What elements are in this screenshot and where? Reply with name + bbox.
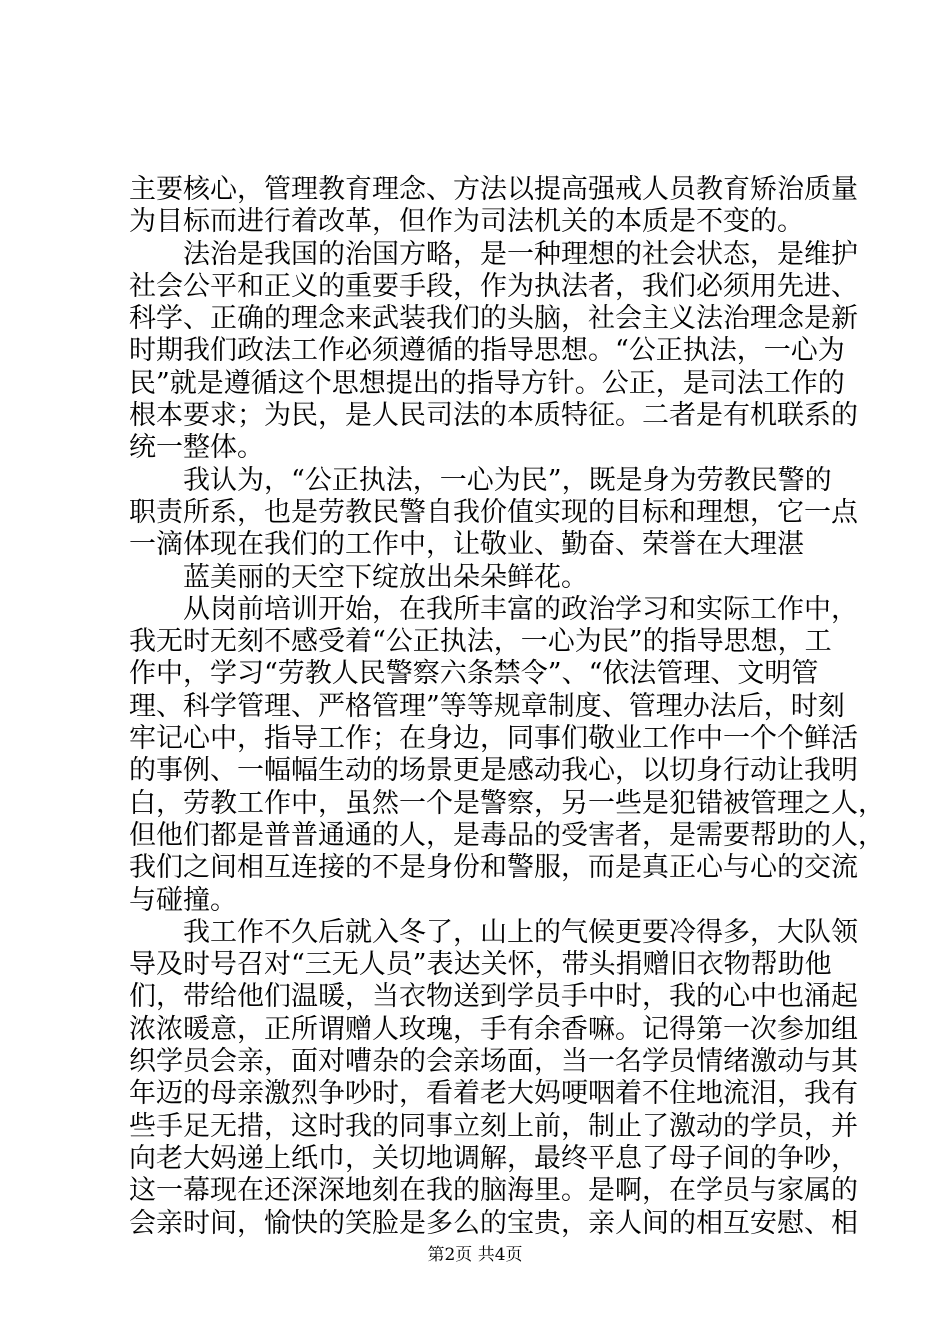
text-line: 统一整体。 bbox=[129, 432, 264, 464]
text-line: 我认为，“公正执法，一心为民”，既是身为劳教民警的 bbox=[183, 464, 832, 496]
text-line: 些手足无措，这时我的同事立刻上前，制止了激动的学员，并 bbox=[129, 1110, 858, 1142]
text-line: 根本要求；为民，是人民司法的本质特征。二者是有机联系的 bbox=[129, 400, 858, 432]
text-line: 我无时无刻不感受着“公正执法，一心为民”的指导思想，工 bbox=[129, 626, 832, 658]
text-line: 职责所系，也是劳教民警自我价值实现的目标和理想，它一点 bbox=[129, 496, 858, 528]
page-footer: 第2页 共4页 bbox=[427, 1245, 523, 1265]
text-line: 我工作不久后就入冬了，山上的气候更要冷得多，大队领 bbox=[183, 916, 858, 948]
text-line: 作中，学习“劳教人民警察六条禁令”、“依法管理、文明管 bbox=[129, 658, 819, 690]
text-line: 浓浓暖意，正所谓赠人玫瑰，手有余香嘛。记得第一次参加组 bbox=[129, 1013, 858, 1045]
text-line: 年迈的母亲激烈争吵时，看着老大妈哽咽着不住地流泪，我有 bbox=[129, 1078, 858, 1110]
text-line: 织学员会亲，面对嘈杂的会亲场面，当一名学员情绪激动与其 bbox=[129, 1046, 858, 1078]
text-line: 会亲时间，愉快的笑脸是多么的宝贵，亲人间的相互安慰、相 bbox=[129, 1207, 858, 1239]
text-line: 社会公平和正义的重要手段，作为执法者，我们必须用先进、 bbox=[129, 270, 858, 302]
text-line: 白，劳教工作中，虽然一个是警察，另一些是犯错被管理之人， bbox=[129, 787, 885, 819]
text-line: 这一幕现在还深深地刻在我的脑海里。是啊，在学员与家属的 bbox=[129, 1175, 858, 1207]
text-line: 法治是我国的治国方略，是一种理想的社会状态，是维护 bbox=[183, 238, 858, 270]
text-line: 的事例、一幅幅生动的场景更是感动我心，以切身行动让我明 bbox=[129, 755, 858, 787]
text-line: 主要核心，管理教育理念、方法以提高强戒人员教育矫治质量 bbox=[129, 174, 858, 205]
text-line: 们，带给他们温暖，当衣物送到学员手中时，我的心中也涌起 bbox=[129, 981, 858, 1013]
document-body bbox=[129, 174, 885, 1240]
text-line: 科学、正确的理念来武装我们的头脑，社会主义法治理念是新 bbox=[129, 303, 858, 335]
text-line: 一滴体现在我们的工作中，让敬业、勤奋、荣誉在大理湛 bbox=[129, 529, 804, 561]
text-line: 向老大妈递上纸巾，关切地调解，最终平息了母子间的争吵， bbox=[129, 1142, 858, 1174]
text-line: 牢记心中，指导工作；在身边，同事们敬业工作中一个个鲜活 bbox=[129, 723, 858, 755]
text-line: 为目标而进行着改革，但作为司法机关的本质是不变的。 bbox=[129, 206, 804, 238]
text-line: 我们之间相互连接的不是身份和警服，而是真正心与心的交流 bbox=[129, 852, 858, 884]
text-line: 与碰撞。 bbox=[129, 884, 237, 916]
text-line: 民”就是遵循这个思想提出的指导方针。公正，是司法工作的 bbox=[129, 367, 845, 399]
text-line: 但他们都是普普通通的人，是毒品的受害者，是需要帮助的人， bbox=[129, 819, 885, 851]
text-line: 蓝美丽的天空下绽放出朵朵鲜花。 bbox=[183, 561, 588, 593]
text-line: 时期我们政法工作必须遵循的指导思想。“公正执法，一心为 bbox=[129, 335, 845, 367]
text-line: 导及时号召对“三无人员”表达关怀，带头捐赠旧衣物帮助他 bbox=[129, 949, 832, 981]
text-line: 理、科学管理、严格管理”等等规章制度、管理办法后，时刻 bbox=[129, 690, 845, 722]
text-line: 从岗前培训开始，在我所丰富的政治学习和实际工作中， bbox=[183, 593, 858, 625]
